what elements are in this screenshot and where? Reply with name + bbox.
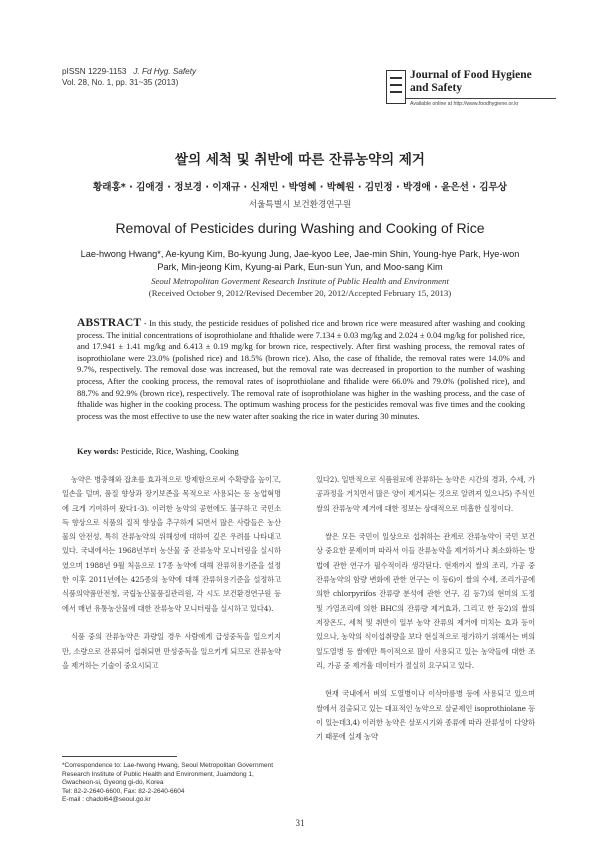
journal-header-info bbox=[62, 66, 196, 88]
page-number: 31 bbox=[295, 818, 305, 828]
journal-title-line2: and Safety bbox=[410, 82, 463, 94]
journal-abbreviation: J. Fd Hyg. Safety bbox=[133, 67, 197, 76]
body-paragraph: 있다2). 일반적으로 식품원료에 잔류하는 농약은 시간의 경과, 수세, 가공과정을 거치면서 많은 양이 제거되는 것으로 알려져 있으나5) 주식인 쌀의 잔류농약 제거에 대한 정보는 상대적으로 미흡한 실정이다. bbox=[316, 475, 535, 513]
correspondence-footnote bbox=[62, 762, 282, 805]
affiliation-korean: 서울특별시 보건환경연구원 bbox=[248, 200, 352, 210]
affiliation-english: Seoul Metropolitan Goverment Research Institute of Public Health and Environment bbox=[151, 276, 449, 286]
volume-line: Vol. 28, No. 1, pp. 31~35 (2013) bbox=[62, 78, 179, 87]
journal-url: Available online at http://www.foodhygiene.or.kr bbox=[410, 101, 519, 107]
abstract-text: - In this study, the pesticide residues of polished rice and brown rice were measured after washing and cooking process. The initial concentrations of isoprothiolane and fthalide were 7.134 ± 0.03 mg/kg and 2.024 ± 0.04 mg/kg for polished rice, and 17.941 ± 1.41 mg/kg and 6.413 ± 0.19 mg/kg for brown rice, respectively. After first washing process, the removal rates of isoprothiolane were 23.0% (polished rice) and 18.5% (brown rice). Also, the case of fthalide, the removal rates were 14.0% and 9.7%, respectively. The removal dose was increased, but the removal rate was decreased in proportion to the number of washing process, After the cooking process, the removal rates of isoprothiolane and fthalide were 66.0% and 79.0% (polished rice), and 88.7% and 92.9% (brown rice), respectively. The removal rate of isoprothiolane was higher in the washing process, and the case of fthalide was higher in the cooking process. The optimum washing process for the pesticides removal was five times and the cooking process was the most effective to use the new water after soaking the rice in water during 30 minutes. bbox=[77, 318, 525, 421]
footnote-line: Tel: 82-2-2640-6600, Fax: 82-2-2640-6604 bbox=[62, 787, 185, 795]
abstract-label: ABSTRACT bbox=[77, 317, 142, 329]
footnote-line: E-mail : chadol64@seoul.go.kr bbox=[62, 796, 151, 804]
keywords-text: Pesticide, Rice, Washing, Cooking bbox=[120, 446, 239, 456]
journal-title bbox=[410, 69, 560, 95]
journal-logo-icon bbox=[386, 70, 406, 104]
authors-english: Lae-hwong Hwang*, Ae-kyung Kim, Bo-kyung Jung, Jae-kyoo Lee, Jae-min Shin, Young-hye Park, Hye-won Park, Min-jeong Kim, Kyung-ai Park, Eun-sun Yun, and Moo-sang Kim bbox=[80, 249, 520, 272]
authors-korean: 황래홍* · 김애경 · 정보경 · 이재규 · 신재민 · 박영혜 · 박혜원 · 김민정 · 박경애 · 윤은선 · 김무상 bbox=[92, 182, 508, 193]
abstract bbox=[77, 318, 525, 422]
footnote-line: *Correspondence to: Lae-hwong Hwang, Seoul Metropolitan Government Research Institute of Public Health and Environment, Juamdong 1, Gwacheon-si, Gyeong gi-do, Korea bbox=[62, 762, 274, 787]
received-dates: (Received October 9, 2012/Revised December 20, 2012/Accepted February 15, 2013) bbox=[148, 288, 452, 298]
keywords bbox=[77, 446, 525, 456]
body-paragraph: 농약은 병충해와 잡초를 효과적으로 방제함으로써 수확량을 높이고, 일손을 덜며, 품질 향상과 장기보존을 목적으로 사용되는 등 농업혁명에 크게 기여하여 왔다1-3). 이러한 농약의 공헌에도 불구하고 국민소득 향상으로 식품의 질적 향상을 추구하게 되면서 많은 사람들은 농산물의 안전성, 특히 잔류농약의 위해성에 대하여 깊은 우려를 나타내고 있다. 국내에서는 1968년부터 농산물 중 잔류농약 모니터링을 실시하였으며 1988년 9월 처음으로 17종 농약에 대해 잔류허용기준을 설정한 이후 2011년에는 425종의 농약에 대해 잔류허용기준을 설정하고 식품의약품안전청, 국립농산물품질관리원, 각 시도 보건환경연구원 등에서 매년 유통농산물에 대한 잔류농약 모니터링을 실시하고 있다4). bbox=[62, 475, 281, 613]
issn: pISSN 1229-1153 bbox=[62, 67, 127, 76]
journal-title-line1: Journal of Food Hygiene bbox=[410, 69, 532, 81]
body-column-right bbox=[316, 473, 535, 759]
title-korean: 쌀의 세척 및 취반에 따른 잔류농약의 제거 bbox=[175, 152, 425, 168]
body-paragraph: 쌀은 모든 국민이 일상으로 섭취하는 관계로 잔류농약이 국민 보건상 중요한 문제이며 따라서 이들 잔류농약을 제거하거나 최소화하는 방법에 관한 연구가 필수적이라 생각된다. 현재까지 쌀의 조리, 가공 중 잔류농약의 함량 변화에 관한 연구는 이 등6)이 쌀의 수세, 조리가공에 의한 chlorpyrifos 잔류량 분석에 관한 연구, 김 등7)의 현미의 도정 및 가열조리에 의한 BHC의 잔류량 제거효과, 그리고 한 등2)의 쌀의 저장온도, 세척 및 취반이 일부 농약 잔류의 제거에 미치는 효과 등이 있으나, 농약의 식이섭취량을 보다 현실적으로 평가하기 위해서는 벼의 잎도열병 등 쌀에만 특이적으로 많이 사용되고 있는 농약들에 대한 조리, 가공 중 제거율 데이터가 절실히 요구되고 있다. bbox=[316, 532, 535, 670]
body-paragraph: 현재 국내에서 벼의 도열병이나 이삭마름병 등에 사용되고 있으며 쌀에서 검출되고 있는 대표적인 농약으로 살균제인 isoprothiolane 등이 있는데3,4) 이러한 농약은 살포시기와 종류에 따라 잔류성이 다양하기 때문에 실제 농약 bbox=[316, 689, 535, 742]
header-rule bbox=[406, 98, 556, 99]
footnote-rule bbox=[62, 756, 177, 757]
title-english: Removal of Pesticides during Washing and Cooking of Rice bbox=[115, 220, 485, 236]
body-paragraph: 식품 중의 잔류농약은 과량일 경우 사람에게 급성중독을 일으키지만, 소량으로 잔류되어 섭취되면 만성중독을 일으키게 되므로 잔류농약을 제거하는 기술이 중요시되고 bbox=[62, 632, 281, 670]
keywords-label: Key words: bbox=[77, 446, 119, 456]
body-column-left bbox=[62, 473, 281, 687]
